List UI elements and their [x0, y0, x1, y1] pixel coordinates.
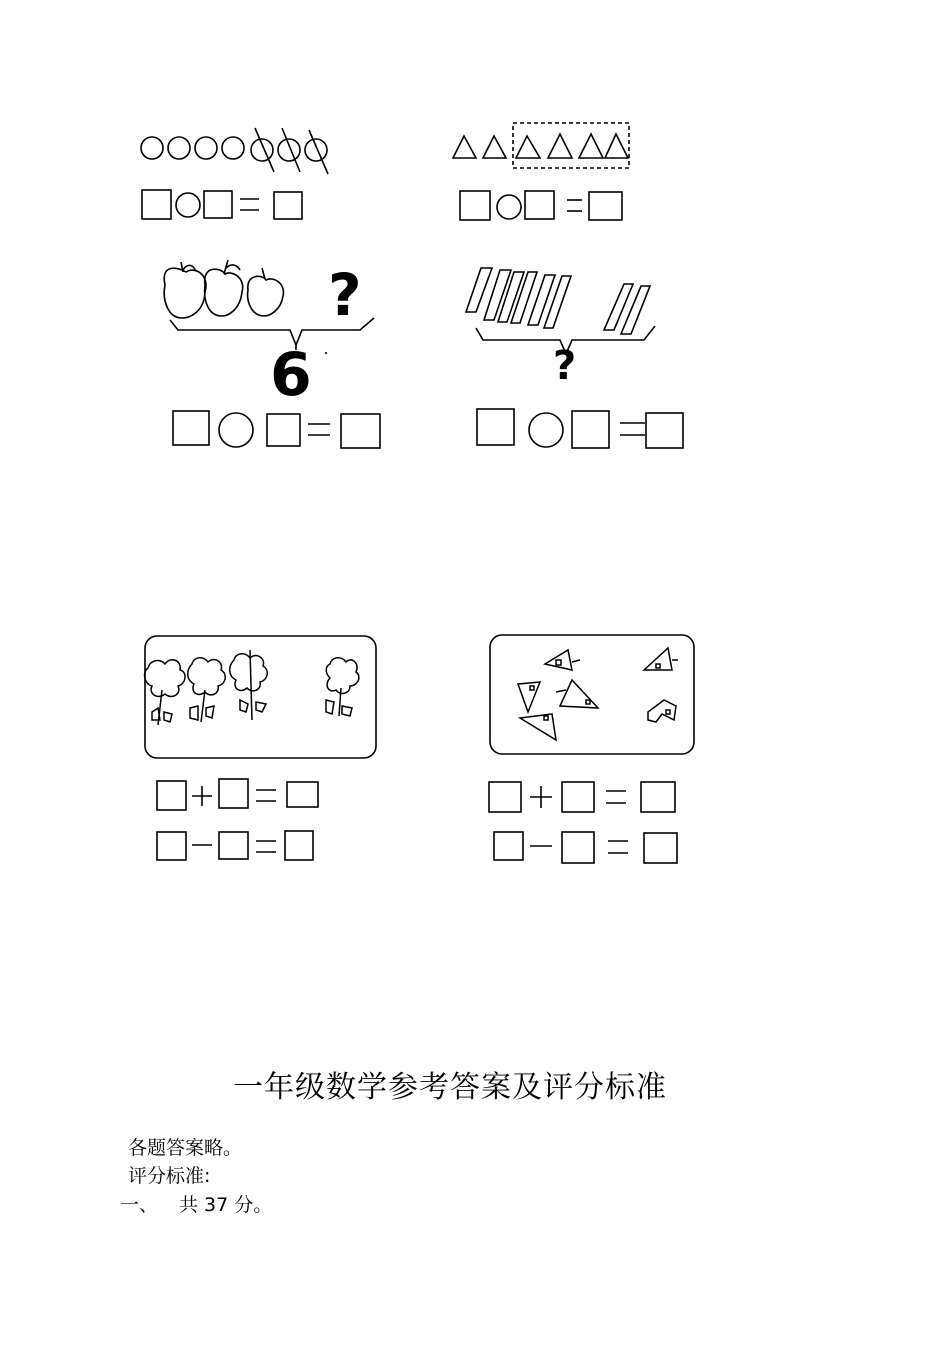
triangles-group — [453, 123, 629, 168]
equation-row-1 — [142, 190, 302, 219]
equation-row-2 — [460, 191, 622, 220]
flowers-group — [145, 650, 359, 725]
section-1-marker: 一、 — [120, 1194, 159, 1216]
total-six: 6 — [270, 340, 312, 410]
circles-crossed-group — [141, 128, 328, 174]
answer-note: 各题答案略。 — [128, 1137, 243, 1159]
equation-row-6a — [489, 782, 675, 812]
equation-row-6b — [494, 832, 677, 863]
scoring-heading: 评分标准: — [128, 1165, 211, 1187]
equation-row-5a — [157, 779, 318, 810]
answer-key-title: 一年级数学参考答案及评分标准 — [233, 1070, 667, 1105]
set-squares-group — [518, 648, 678, 740]
equation-row-4 — [477, 409, 683, 448]
section-1-score: 共 37 分。 — [179, 1194, 273, 1216]
sticks-group — [466, 268, 655, 354]
equation-row-3 — [173, 411, 380, 448]
question-mark-sticks: ? — [553, 343, 577, 389]
flowers-frame — [145, 636, 376, 758]
question-mark-apples: ? — [328, 261, 362, 329]
equation-row-5b — [157, 831, 313, 860]
